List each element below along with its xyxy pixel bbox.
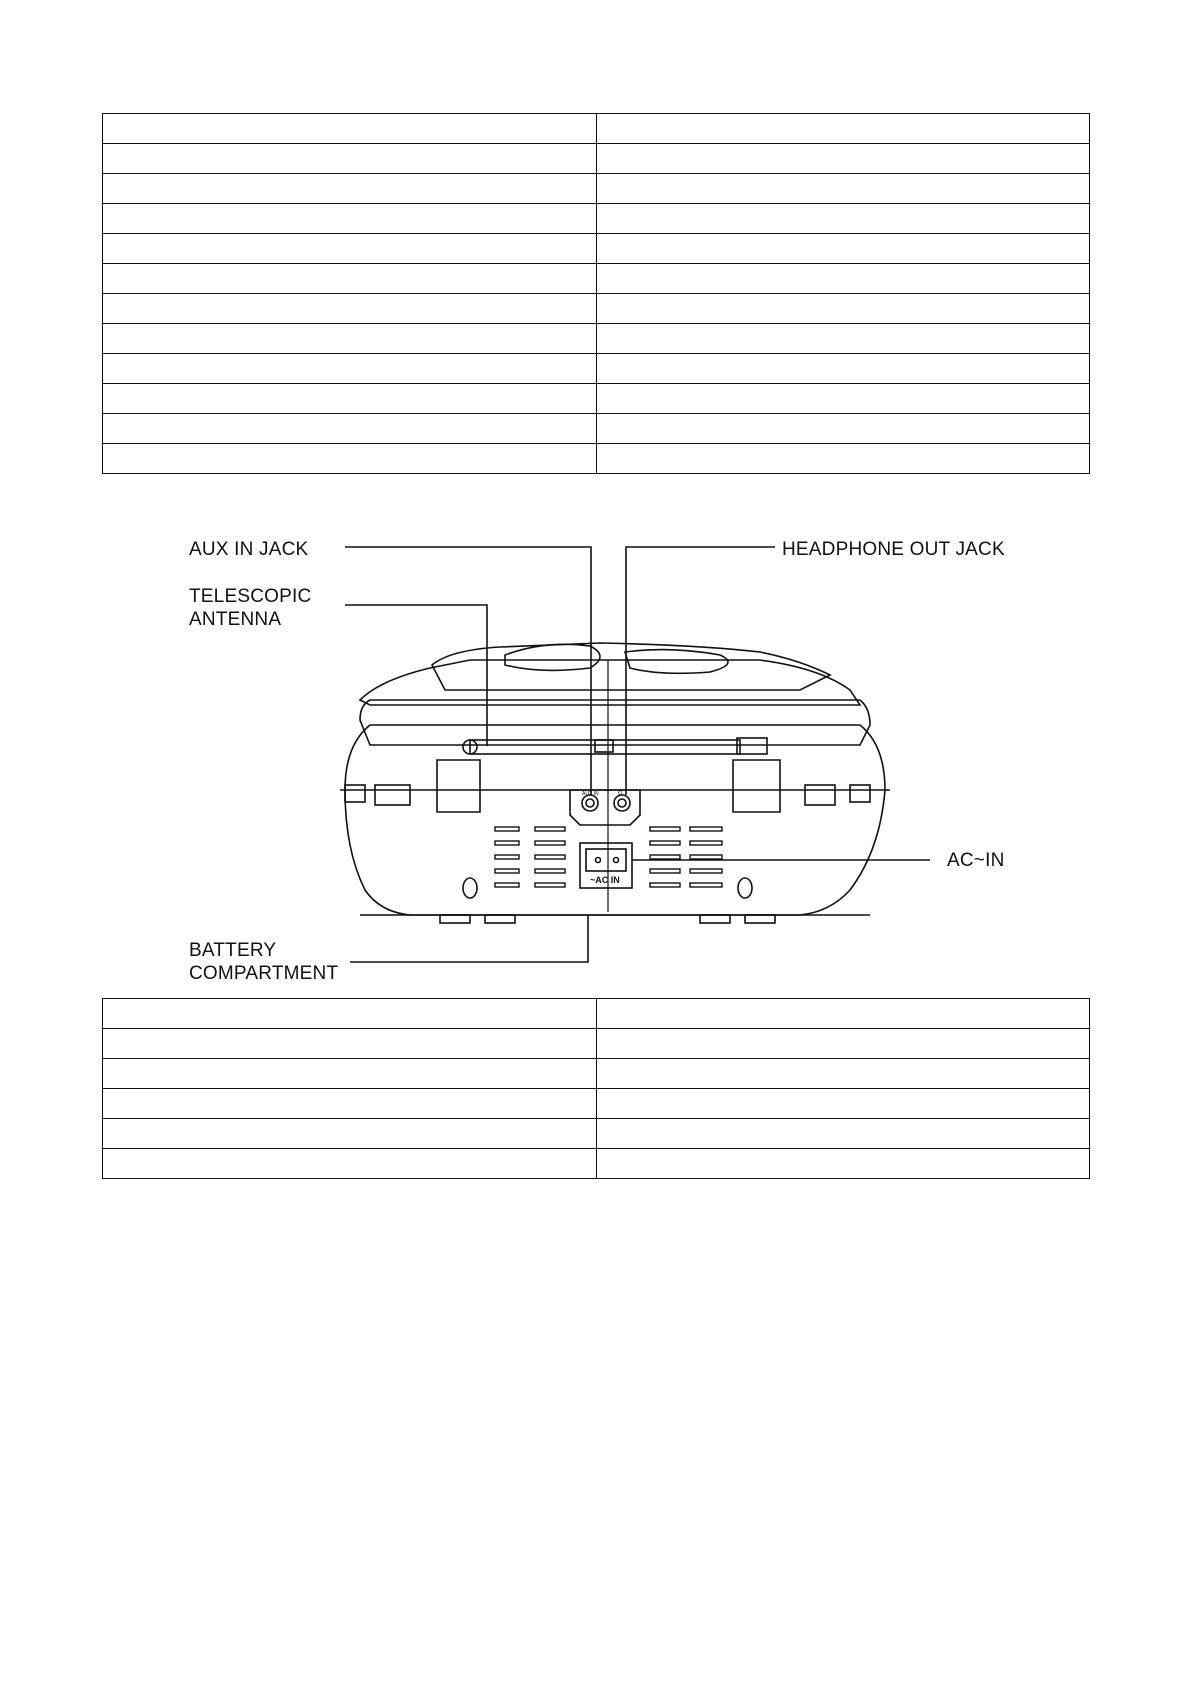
left-knob — [345, 785, 365, 802]
label-battery-compartment: BATTERY COMPARTMENT — [189, 940, 339, 984]
table-row — [103, 1029, 1090, 1059]
label-aux-in-jack: AUX IN JACK — [189, 539, 309, 560]
label-telescopic-antenna: TELESCOPIC ANTENNA — [189, 586, 312, 630]
aux-marking: AUX IN — [582, 791, 599, 797]
left-handle-post — [437, 760, 480, 812]
label-headphone-out-jack: HEADPHONE OUT JACK — [782, 539, 1005, 560]
top-control-cap — [432, 643, 830, 690]
table-cell — [597, 1029, 1090, 1059]
table-cell — [103, 999, 597, 1029]
table-cell — [103, 1149, 597, 1179]
headphone-marking: Ω — [618, 791, 623, 797]
table-cell — [103, 1059, 597, 1089]
aux-in-jack — [582, 795, 598, 811]
headphone-out-jack — [614, 795, 630, 811]
table-cell — [597, 999, 1090, 1029]
table-cell — [103, 1089, 597, 1119]
table-row — [103, 1089, 1090, 1119]
label-ac-in: AC~IN — [947, 850, 1005, 871]
leader-battery — [350, 915, 588, 962]
table-cell — [597, 1149, 1090, 1179]
table-cell — [597, 1089, 1090, 1119]
table-cell — [103, 1119, 597, 1149]
ac-socket-marking: ~AC IN — [590, 875, 620, 885]
table-cell — [597, 1119, 1090, 1149]
table-row — [103, 999, 1090, 1029]
right-knob — [850, 785, 870, 802]
table-row — [103, 1119, 1090, 1149]
right-handle-post — [733, 760, 780, 812]
table-row — [103, 1149, 1090, 1179]
upper-shell — [360, 660, 860, 705]
table-cell — [597, 1059, 1090, 1089]
table-cell — [103, 1029, 597, 1059]
bottom-table — [102, 998, 1090, 1179]
table-row — [103, 1059, 1090, 1089]
